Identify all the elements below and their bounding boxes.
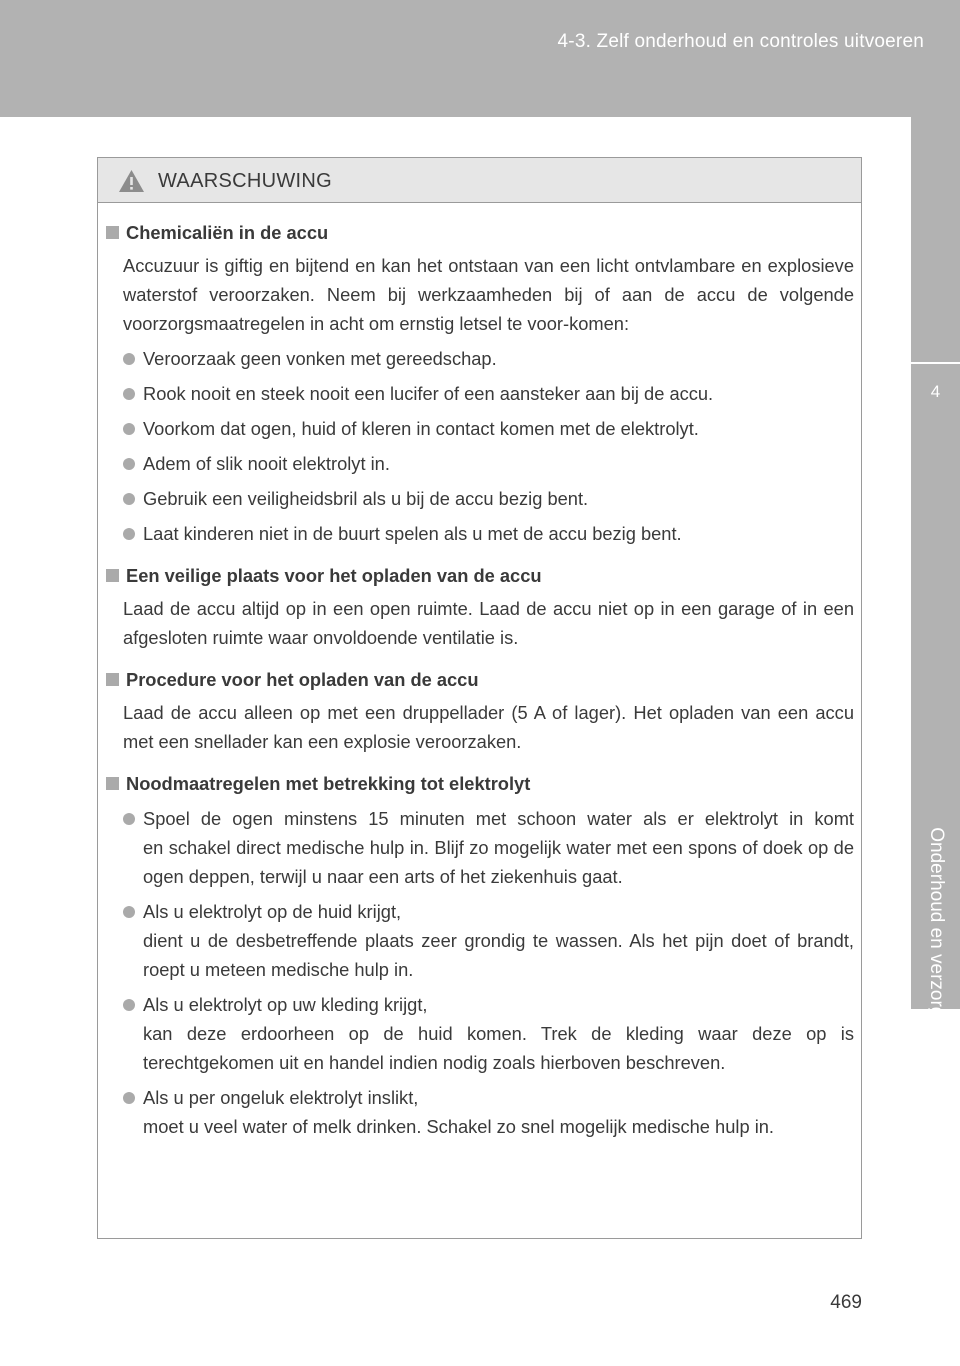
list-item: Spoel de ogen minstens 15 minuten met schoon water als er elektrolyt in komt en schakel direct medische hulp in. Blijf zo mogelijk water met een spons of doek op de ogen deppen, terwijl u naar een arts of het ziekenhuis gaat. xyxy=(106,804,854,891)
warning-box xyxy=(97,157,862,1239)
bullet-dot-icon xyxy=(123,493,135,505)
list-item: Veroorzaak geen vonken met gereedschap. xyxy=(106,344,854,373)
bullet-dot-icon xyxy=(123,423,135,435)
bullet-dot-icon xyxy=(123,528,135,540)
bullet-dot-icon xyxy=(123,458,135,470)
list-item: Als u elektrolyt op de huid krijgt, dient u de desbetreffende plaats zeer grondig te wassen. Als het pijn doet of brandt, roept u meteen medische hulp in. xyxy=(106,897,854,984)
section-heading: Procedure voor het opladen van de accu xyxy=(106,665,854,694)
list-item: Adem of slik nooit elektrolyt in. xyxy=(106,449,854,478)
list-item: Als u per ongeluk elektrolyt inslikt, moet u veel water of melk drinken. Schakel zo snel mogelijk medische hulp in. xyxy=(106,1083,854,1141)
square-bullet-icon xyxy=(106,569,119,582)
section-heading: Noodmaatregelen met betrekking tot elektrolyt xyxy=(106,769,854,798)
square-bullet-icon xyxy=(106,226,119,239)
bullet-dot-icon xyxy=(123,353,135,365)
warning-body xyxy=(106,218,854,1141)
warning-header xyxy=(98,158,861,203)
bullet-dot-icon xyxy=(123,813,135,825)
square-bullet-icon xyxy=(106,673,119,686)
side-tab-divider xyxy=(911,362,960,364)
bullet-dot-icon xyxy=(123,388,135,400)
bullet-dot-icon xyxy=(123,906,135,918)
list-item: Als u elektrolyt op uw kleding krijgt, kan deze erdoorheen op de huid komen. Trek de kleding waar deze op is terechtgekomen uit en handel indien nodig zoals hierboven beschreven. xyxy=(106,990,854,1077)
section-paragraph: Accuzuur is giftig en bijtend en kan het ontstaan van een licht ontvlambare en explosieve waterstof veroorzaken. Neem bij werkzaamheden bij of aan de accu de volgende voorzorgsmaatregelen in acht om ernstig letsel te voor-komen: xyxy=(123,255,854,334)
bullet-dot-icon xyxy=(123,999,135,1011)
warning-triangle-icon xyxy=(118,169,145,193)
chapter-number: 4 xyxy=(930,382,941,401)
section-paragraph: Laad de accu alleen op met een druppellader (5 A of lager). Het opladen van een accu met een snellader kan een explosie veroorzaken. xyxy=(123,702,854,752)
warning-title: WAARSCHUWING xyxy=(158,170,332,192)
section-paragraph: Laad de accu altijd op in een open ruimte. Laad de accu niet op in een garage of in een afgesloten ruimte waar onvoldoende ventilatie is. xyxy=(123,598,854,648)
chapter-label-wrap xyxy=(923,827,949,1043)
list-item: Rook nooit en steek nooit een lucifer of een aansteker aan bij de accu. xyxy=(106,379,854,408)
square-bullet-icon xyxy=(106,777,119,790)
section-heading: Een veilige plaats voor het opladen van de accu xyxy=(106,561,854,590)
section-title: 4-3. Zelf onderhoud en controles uitvoeren xyxy=(557,31,924,52)
list-item: Laat kinderen niet in de buurt spelen als u met de accu bezig bent. xyxy=(106,519,854,548)
header-band xyxy=(0,0,960,117)
section-heading: Chemicaliën in de accu xyxy=(106,218,854,247)
list-item: Voorkom dat ogen, huid of kleren in contact komen met de elektrolyt. xyxy=(106,414,854,443)
list-item: Gebruik een veiligheidsbril als u bij de accu bezig bent. xyxy=(106,484,854,513)
chapter-label: Onderhoud en verzorging xyxy=(926,827,947,1043)
page-number: 469 xyxy=(830,1292,862,1313)
bullet-dot-icon xyxy=(123,1092,135,1104)
